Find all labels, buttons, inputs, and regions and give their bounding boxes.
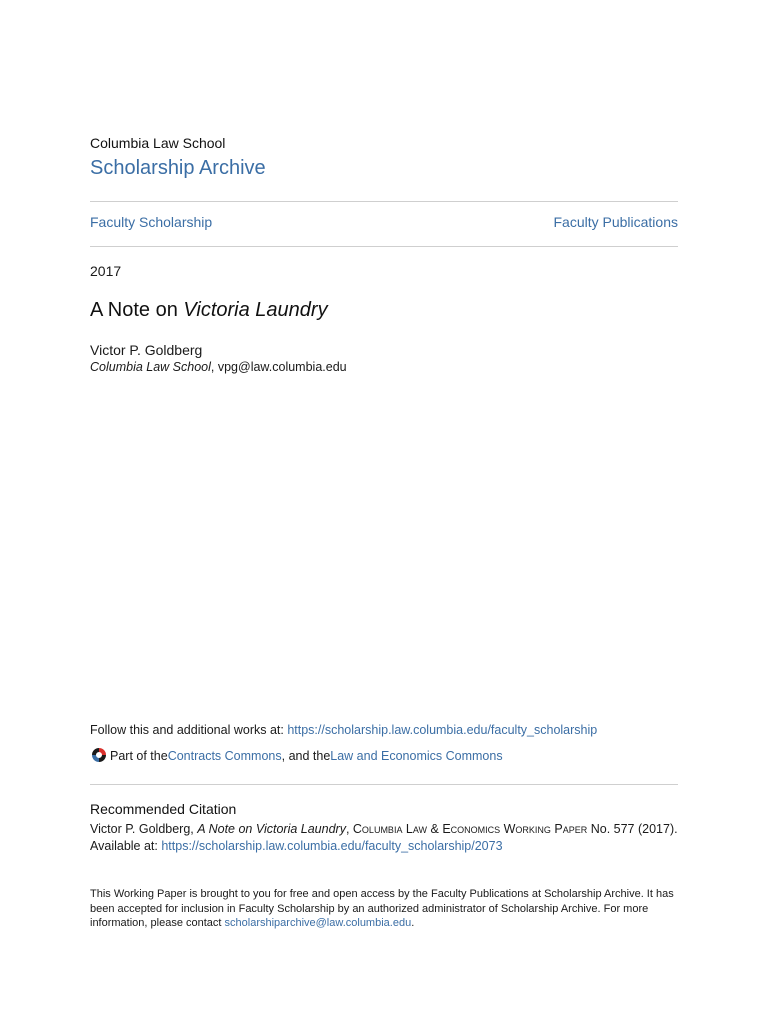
faculty-publications-link[interactable]: Faculty Publications xyxy=(553,214,678,230)
citation-number: No. 577 (2017). xyxy=(587,822,678,836)
title-prefix: A Note on xyxy=(90,299,184,321)
article-title xyxy=(90,299,328,322)
scholarship-archive-link[interactable]: Scholarship Archive xyxy=(90,157,266,179)
citation-line-2 xyxy=(90,838,690,855)
school-name: Columbia Law School xyxy=(90,135,226,151)
divider-top xyxy=(90,201,678,202)
citation-url-link[interactable]: https://scholarship.law.columbia.edu/faculty_scholarship/2073 xyxy=(161,839,503,853)
part-of-middle: , and the xyxy=(281,749,331,763)
citation-series: Columbia Law & Economics Working Paper xyxy=(352,822,588,836)
author-name: Victor P. Goldberg xyxy=(90,342,203,358)
cover-page xyxy=(90,0,678,1024)
access-notice xyxy=(90,887,680,931)
part-of-line xyxy=(90,747,503,765)
access-notice-end: . xyxy=(411,917,415,929)
follow-line xyxy=(90,723,597,737)
citation-author: Victor P. Goldberg, xyxy=(90,822,198,836)
access-notice-text: This Working Paper is brought to you for free and open access by the Faculty Publications at Scholarship Archive. It has been accepted for inclusion in Faculty Scholarship by an authorized administrator of Scholarship Archive. For more information, please contact xyxy=(90,888,674,929)
publication-year: 2017 xyxy=(90,263,122,279)
recommended-citation-heading: Recommended Citation xyxy=(90,801,237,817)
network-commons-icon xyxy=(90,746,108,764)
divider-bottom xyxy=(90,784,678,785)
title-italic: Victoria Laundry xyxy=(183,299,328,321)
author-affiliation xyxy=(90,360,347,374)
faculty-scholarship-url-link[interactable]: https://scholarship.law.columbia.edu/faculty_scholarship xyxy=(287,723,598,737)
recommended-citation-body xyxy=(90,821,690,855)
part-of-prefix: Part of the xyxy=(110,749,168,763)
affiliation-separator: , xyxy=(210,360,218,374)
citation-sep: , xyxy=(345,822,353,836)
breadcrumb xyxy=(90,214,678,230)
citation-line-1 xyxy=(90,821,690,838)
contracts-commons-link[interactable]: Contracts Commons xyxy=(167,749,282,763)
law-economics-commons-link[interactable]: Law and Economics Commons xyxy=(330,749,503,763)
citation-title: A Note on Victoria Laundry xyxy=(197,822,346,836)
affiliation-name: Columbia Law School xyxy=(90,360,211,374)
faculty-scholarship-link[interactable]: Faculty Scholarship xyxy=(90,214,213,230)
contact-email-link[interactable]: scholarshiparchive@law.columbia.edu xyxy=(224,917,412,929)
citation-available-prefix: Available at: xyxy=(90,839,162,853)
divider-middle xyxy=(90,246,678,247)
author-email: vpg@law.columbia.edu xyxy=(217,360,347,374)
follow-prefix: Follow this and additional works at: xyxy=(90,723,288,737)
